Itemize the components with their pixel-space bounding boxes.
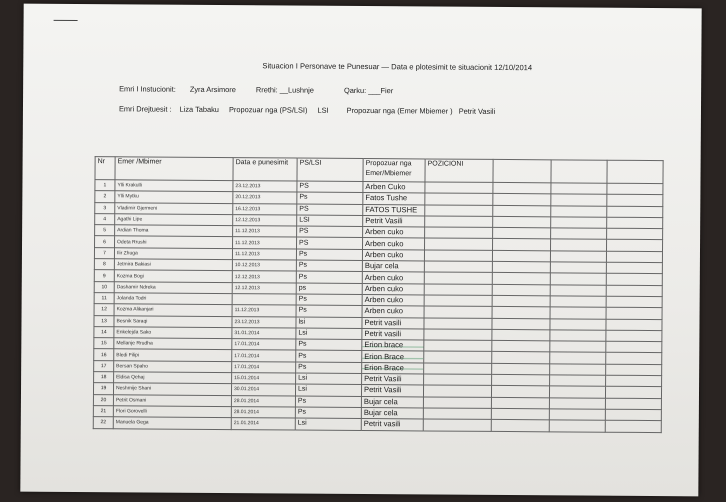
proposed-by-cell: Petrit Vasili [363,215,425,227]
proposed-by-cell: Arben cuko [362,294,424,306]
empty-cell [605,387,661,399]
empty-cell [491,420,549,432]
proposed-by-cell: Arben cuko [362,283,424,295]
employment-date-cell: 28.01.2014 [231,395,295,407]
empty-cell [492,318,550,330]
proposed-by-cell: Petrit vasili [362,328,424,340]
row-number-cell: 9 [94,270,114,281]
employment-date-cell: 11.12.2013 [232,305,296,317]
empty-cell [492,341,550,353]
row-number-cell: 3 [95,202,115,213]
proposed-ps-value: LSI [317,105,329,115]
employment-date-cell: 11.12.2013 [232,248,296,260]
empty-cell [424,363,492,375]
row-number-cell: 10 [94,281,114,292]
empty-cell [606,274,662,286]
employment-date-cell: 17.01.2014 [232,350,296,362]
proposed-person-label: Propozuar nga (Emer Mbiemer ) [346,105,453,116]
ps-lsi-cell: ps [296,283,362,295]
column-header [493,159,551,182]
empty-cell [492,284,550,296]
empty-cell [606,240,662,252]
employee-name-cell: Jetmira Bakiasi [114,259,232,271]
ps-lsi-cell: Ps [296,271,362,283]
employment-date-cell: 10.12.2013 [232,260,296,272]
empty-cell [491,408,549,420]
ps-lsi-cell: LSI [297,215,363,227]
ps-lsi-cell: Ps [296,260,362,272]
employment-date-cell: 30.01.2014 [231,384,295,396]
empty-cell [425,227,493,239]
employee-name-cell: Eldisa Qehaj [114,372,232,384]
empty-cell [424,329,492,341]
ps-lsi-cell: Ps [296,339,362,351]
empty-cell [549,386,605,398]
ps-lsi-cell: Ps [295,407,361,419]
empty-cell [424,272,492,284]
employee-name-cell: Manuela Gega [113,417,231,429]
document-title: Situacion I Personave te Punesuar — Data e plotesimit te situacionit 12/10/2014 [262,61,533,73]
proposed-by-cell: Bujar cela [361,396,423,408]
empty-cell [549,397,605,409]
empty-cell [492,329,550,341]
column-header: Nr [95,157,115,180]
employment-date-cell: 17.01.2014 [232,339,296,351]
empty-cell [425,216,493,228]
empty-cell [423,419,491,431]
row-number-cell: 8 [94,259,114,270]
row-number-cell: 1 [95,180,115,191]
director-value: Liza Tabaku [179,104,219,115]
empty-cell [605,409,661,421]
proposed-by-cell: Erion Brace [362,362,424,374]
institution-value: Zyra Arsimore [189,84,236,95]
column-header: Emer /Mbimer [115,157,233,181]
empty-cell [550,296,606,308]
empty-cell [606,285,662,297]
empty-cell [607,195,663,207]
proposed-by-cell: Bujar cela [361,407,423,419]
empty-cell [606,262,662,274]
empty-cell [550,341,606,353]
employee-name-cell: Ilir Zhuga [114,248,232,260]
ps-lsi-cell: Ps [296,305,362,317]
row-number-cell: 20 [93,394,113,405]
employment-date-cell: 31.01.2014 [232,327,296,339]
ps-lsi-cell: Lsi [295,418,361,430]
empty-cell [493,194,551,206]
employee-name-cell: Kozma Alikanjari [114,304,232,316]
employee-name-cell: Neshmije Shani [113,383,231,395]
ps-lsi-cell: Lsi [295,384,361,396]
empty-cell [493,182,551,194]
ps-lsi-cell: Lsi [296,328,362,340]
empty-cell [551,205,607,217]
empty-cell [607,206,663,218]
ps-lsi-cell: Ps [296,362,362,374]
employee-name-cell: Ylli Krakulli [115,180,233,192]
empty-cell [606,319,662,331]
institution-row [119,84,393,95]
employment-date-cell: 12.12.2013 [233,214,297,226]
empty-cell [550,273,606,285]
empty-cell [492,295,550,307]
empty-cell [605,420,661,432]
empty-cell [606,307,662,319]
empty-cell [551,183,607,195]
empty-cell [551,239,607,251]
employment-date-cell: 28.01.2014 [231,407,295,419]
empty-cell [424,306,492,318]
employee-name-cell: Odeta Rrushi [115,236,233,248]
empty-cell [607,217,663,229]
empty-cell [606,364,662,376]
employee-name-cell: Petrit Osmani [113,394,231,406]
empty-cell [549,409,605,421]
row-number-cell: 16 [94,349,114,360]
row-number-cell: 7 [94,247,114,258]
row-number-cell: 6 [95,236,115,247]
row-number-cell: 12 [94,304,114,315]
column-header: Propozuar nga Emer/Mbiemer [363,159,425,182]
employment-date-cell: 11.12.2013 [233,226,297,238]
ps-lsi-cell: PS [297,226,363,238]
empty-cell [491,386,549,398]
column-header: Data e punesimit [233,158,297,181]
empty-cell [549,420,605,432]
employment-date-cell: 23.12.2013 [232,316,296,328]
empty-cell [423,397,491,409]
empty-cell [606,353,662,365]
empty-cell [550,318,606,330]
row-number-cell: 13 [94,315,114,326]
district-label: Rrethi: [255,85,278,95]
empty-cell [550,375,606,387]
row-number-cell: 22 [93,417,113,428]
empty-cell [493,216,551,228]
empty-cell [424,374,492,386]
row-number-cell: 21 [93,406,113,417]
director-row [119,104,495,116]
employment-date-cell [232,294,296,306]
empty-cell [424,261,492,273]
employee-name-cell: Bersan Spaho [114,361,232,373]
empty-cell [492,374,550,386]
proposed-by-cell: Erion brace [362,340,424,352]
ps-lsi-cell: Ps [296,294,362,306]
empty-cell [424,250,492,262]
row-number-cell: 4 [95,214,115,225]
empty-cell [607,228,663,240]
row-number-cell: 11 [94,293,114,304]
proposed-by-cell: FATOS TUSHE [363,204,425,216]
ps-lsi-cell: PS [297,181,363,193]
employment-date-cell: 16.12.2013 [233,203,297,215]
empty-cell [551,217,607,229]
proposed-by-cell: Arben Cuko [363,182,425,194]
empty-cell [423,385,491,397]
employee-name-cell: Mellanje Rrudha [114,338,232,350]
empty-cell [423,408,491,420]
employee-name-cell: Flori Gorovelli [113,406,231,418]
row-number-cell: 15 [94,338,114,349]
employee-table [93,156,664,432]
ps-lsi-cell: PS [297,238,363,250]
empty-cell [550,330,606,342]
employee-name-cell: Kozma Bogi [114,270,232,282]
empty-cell [606,251,662,263]
empty-cell [551,228,607,240]
employment-date-cell: 21.01.2014 [231,418,295,430]
empty-cell [493,205,551,217]
empty-cell [605,398,661,410]
proposed-ps-label: Propozuar nga (PS/LSI) [228,105,308,115]
proposed-by-cell: Fatos Tushe [363,193,425,205]
empty-cell [424,318,492,330]
column-header [551,160,607,183]
empty-cell [424,351,492,363]
proposed-by-cell: Bujar cela [362,261,424,273]
empty-cell [492,307,550,319]
empty-cell [424,284,492,296]
empty-cell [606,296,662,308]
document-page [20,4,701,497]
ps-lsi-cell: Ps [297,192,363,204]
empty-cell [424,295,492,307]
empty-cell [606,341,662,353]
employment-date-cell: 23.12.2013 [233,181,297,193]
employee-name-cell: Ylli Mytku [115,191,233,203]
ps-lsi-cell: Lsi [296,373,362,385]
employment-date-cell: 12.12.2013 [232,271,296,283]
employee-name-cell: Dashamir Ndreka [114,281,232,293]
district-value: __Lushnje [279,85,314,95]
ps-lsi-cell: Ps [296,351,362,363]
ps-lsi-cell: Ps [295,396,361,408]
empty-cell [606,330,662,342]
empty-cell [425,205,493,217]
row-number-cell: 18 [94,372,114,383]
employee-name-cell: Agathi Lipe [115,214,233,226]
empty-cell [425,238,493,250]
proposed-by-cell: Petrit vasili [361,419,423,431]
proposed-by-cell: Petrit Vasili [362,374,424,386]
employment-date-cell: 15.01.2014 [232,373,296,385]
table-body [93,180,663,432]
empty-cell [550,364,606,376]
employee-name-cell: Enkelejda Sako [114,327,232,339]
proposed-by-cell: Arben cuko [362,306,424,318]
proposed-by-cell: Erion Brace [362,351,424,363]
empty-cell [551,194,607,206]
employee-name-cell: Ardian Thoma [115,225,233,237]
employee-name-cell: Jolanda Todri [114,293,232,305]
employment-date-cell: 17.01.2014 [232,361,296,373]
row-number-cell: 2 [95,191,115,202]
empty-cell [606,375,662,387]
empty-cell [492,352,550,364]
column-header [607,160,663,183]
empty-cell [492,273,550,285]
empty-cell [550,352,606,364]
empty-cell [492,250,550,262]
empty-cell [425,193,493,205]
empty-cell [607,183,663,195]
column-header: POZICIONI [425,159,493,182]
employment-date-cell: 20.12.2013 [233,192,297,204]
empty-cell [493,228,551,240]
empty-cell [550,262,606,274]
empty-cell [492,363,550,375]
director-label: Emri Drejtuesit : [118,104,172,114]
proposed-person-value: Petrit Vasili [458,106,496,116]
employee-name-cell: Bledi Filipi [114,349,232,361]
ps-lsi-cell: lsi [296,317,362,329]
ps-lsi-cell: PS [297,204,363,216]
ps-lsi-cell: Ps [296,249,362,261]
empty-cell [550,284,606,296]
empty-cell [493,239,551,251]
proposed-by-cell: Arben cuko [362,272,424,284]
row-number-cell: 5 [95,225,115,236]
empty-cell [424,340,492,352]
proposed-by-cell: Arben cuko [363,238,425,250]
empty-cell [550,307,606,319]
institution-label: Emri I Instucionit: [119,84,176,94]
proposed-by-cell: Petrit vasili [362,317,424,329]
column-header: PS/LSI [297,158,363,181]
row-number-cell: 17 [94,360,114,371]
proposed-by-cell: Arben cuko [362,249,424,261]
employment-date-cell: 11.12.2013 [233,237,297,249]
employee-name-cell: Vladimir Gjermeni [115,202,233,214]
empty-cell [492,261,550,273]
row-number-cell: 14 [94,326,114,337]
region-label: Qarku: [343,85,367,96]
proposed-by-cell: Petrit Vasili [361,385,423,397]
empty-cell [425,182,493,194]
row-number-cell: 19 [93,383,113,394]
pen-mark [54,20,78,21]
proposed-by-cell: Arben cuko [363,227,425,239]
empty-cell [550,251,606,263]
employee-name-cell: Besnik Saraqi [114,315,232,327]
employment-date-cell: 12.12.2013 [232,282,296,294]
empty-cell [491,397,549,409]
region-value: ___Fier [368,86,394,96]
